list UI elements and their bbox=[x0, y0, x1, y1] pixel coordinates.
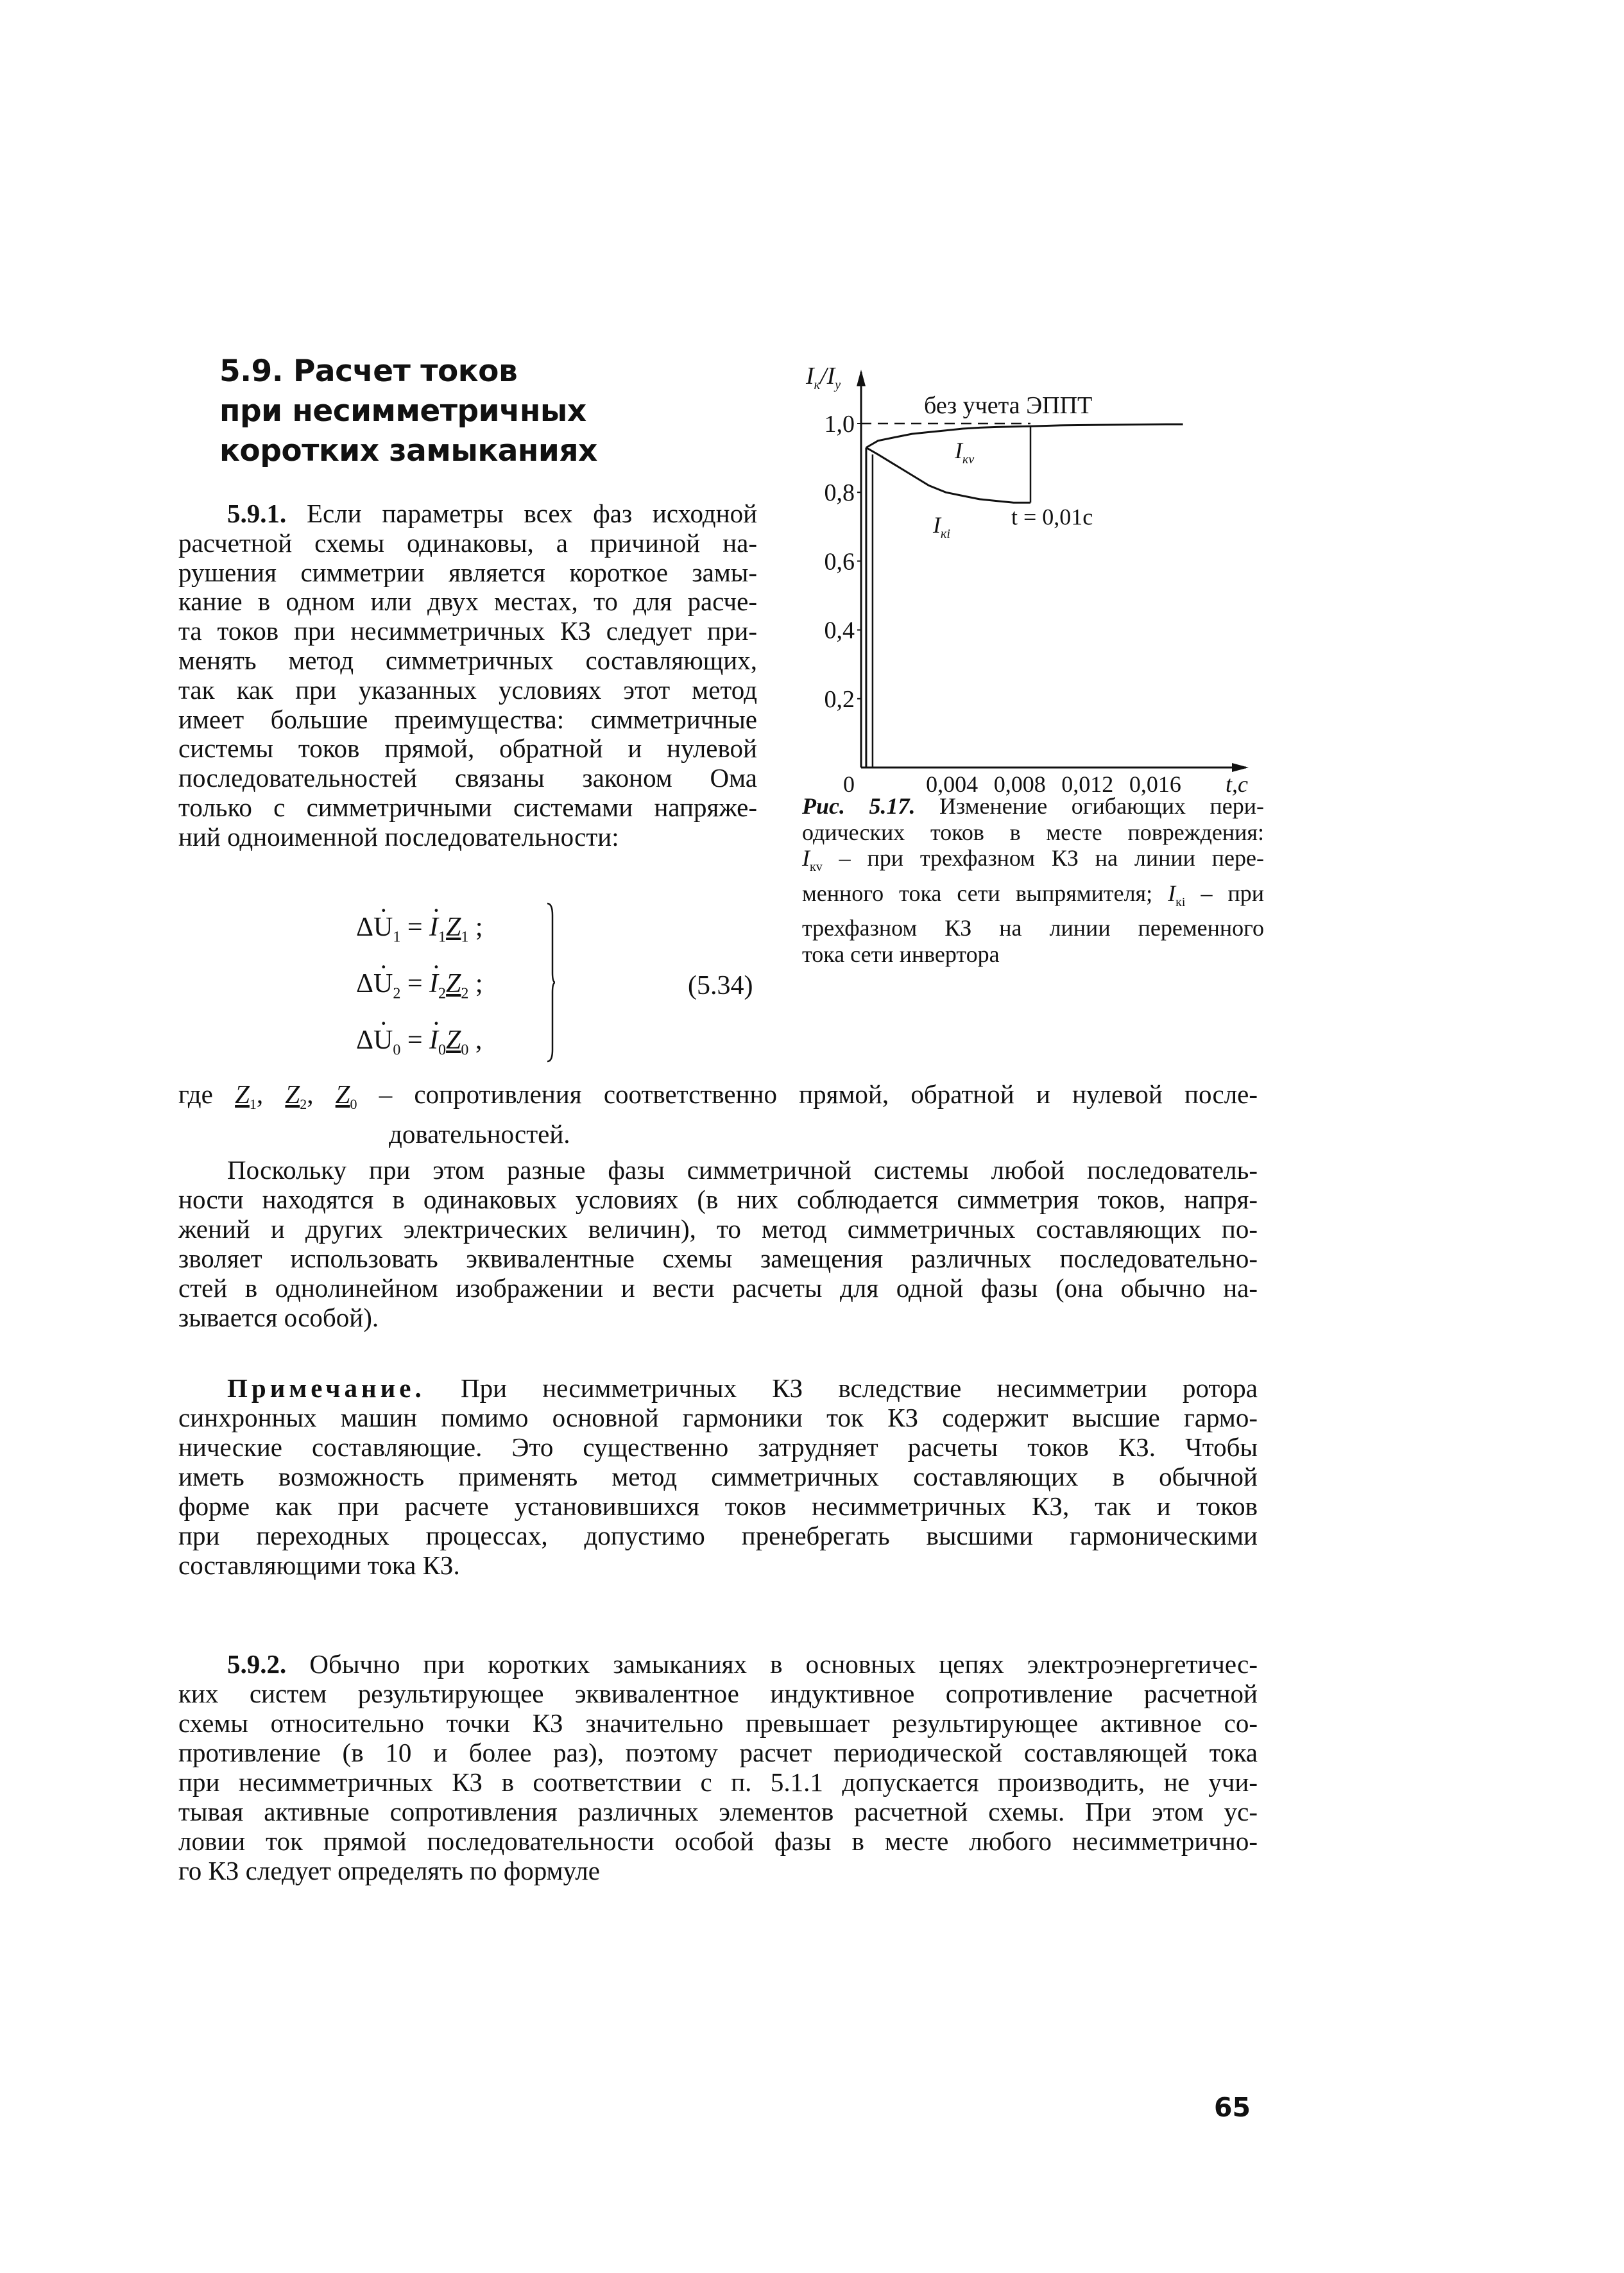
caption-line: тока сети инвертора bbox=[802, 941, 1000, 967]
paragraph-text: Если параметры всех фаз исходной bbox=[306, 499, 758, 528]
heading-line-2: при несимметричных bbox=[219, 393, 586, 429]
current-envelope-chart bbox=[789, 347, 1277, 796]
heading-line-3: коротких замыканиях bbox=[219, 433, 597, 468]
equation-line-3 bbox=[356, 1025, 482, 1065]
paragraph-line: синхронных машин помимо основной гармоники ток КЗ содержит высшие гармо- bbox=[178, 1403, 1258, 1432]
current-symbol: · I bbox=[429, 1025, 438, 1055]
note-paragraph bbox=[178, 1373, 1258, 1580]
paragraph-line bbox=[178, 1373, 1258, 1403]
voltage-symbol: · U bbox=[373, 1025, 393, 1055]
where-line-2: довательностей. bbox=[389, 1119, 570, 1149]
current-index: 0 bbox=[438, 1042, 447, 1059]
caption-line: трехфазном КЗ на линии переменного bbox=[802, 915, 1264, 941]
right-brace bbox=[546, 902, 555, 1063]
series-label-kv: $I_{кv}$ bbox=[955, 438, 975, 467]
paragraph-line: стей в однолинейном изображении и вести расчеты для одной фазы (она обычно на- bbox=[178, 1273, 1258, 1303]
separator: , bbox=[307, 1079, 336, 1109]
reference-label: без учета ЭППТ bbox=[924, 392, 1093, 419]
equation-end: ; bbox=[468, 913, 483, 942]
paragraph-line: противление (в 10 и более раз), поэтому расчет периодической составляющей тока bbox=[178, 1738, 1258, 1767]
paragraph-5-9-2 bbox=[178, 1649, 1258, 1885]
caption-text: Изменение огибающих пери- bbox=[915, 793, 1264, 819]
paragraph-line: ких систем результирующее эквивалентное индуктивное сопротивление расчетной bbox=[178, 1679, 1258, 1708]
impedance-index: 0 bbox=[350, 1096, 357, 1113]
paragraph-line: последовательностей связаны законом Ома bbox=[178, 763, 757, 793]
series-label-ki: $I_{кi}$ bbox=[933, 512, 950, 541]
voltage-index: 2 bbox=[393, 985, 401, 1002]
x-axis-label: t,c bbox=[1226, 771, 1248, 796]
y-axis-arrow bbox=[857, 370, 866, 386]
page-number: 65 bbox=[1214, 2092, 1251, 2123]
y-tick-label: 0,6 bbox=[824, 548, 855, 576]
equation-end: , bbox=[468, 1025, 483, 1055]
paragraph-line: Поскольку при этом разные фазы симметричной системы любой последователь- bbox=[227, 1155, 1258, 1185]
equals-sign: = bbox=[400, 969, 430, 999]
paragraph-since bbox=[178, 1155, 1258, 1332]
caption-label: Рис. 5.17. bbox=[802, 793, 916, 819]
impedance-index: 0 bbox=[461, 1042, 469, 1059]
where-clause bbox=[178, 1079, 1258, 1149]
paragraph-line: так как при указанных условиях этот метод bbox=[178, 674, 757, 705]
paragraph-line: только с симметричными системами напряже- bbox=[178, 792, 757, 822]
paragraph-line: рушения симметрии является короткое замы- bbox=[178, 557, 757, 587]
y-axis-label: $I_к/I_у$ bbox=[806, 363, 841, 392]
voltage-symbol: · U bbox=[373, 913, 393, 942]
caption-line bbox=[802, 880, 1264, 916]
paragraph-line bbox=[178, 499, 757, 529]
voltage-symbol: · U bbox=[373, 969, 393, 999]
y-tick-label: 0,4 bbox=[824, 617, 855, 644]
paragraph-line: системы токов прямой, обратной и нулевой bbox=[178, 733, 757, 764]
note-text: При несимметричных КЗ вследствие несимметрии ротора bbox=[460, 1373, 1258, 1403]
heading-line-1: 5.9. Расчет токов bbox=[219, 354, 518, 389]
x-tick-label: 0,008 bbox=[993, 771, 1046, 796]
caption-text: менного тока сети выпрямителя; bbox=[802, 880, 1168, 906]
marker-label: t = 0,01c bbox=[1011, 504, 1093, 530]
caption-symbol-sub: кi bbox=[1175, 895, 1186, 909]
paragraph-line: менять метод симметричных составляющих, bbox=[178, 645, 757, 675]
current-index: 1 bbox=[438, 929, 447, 946]
paragraph-number: 5.9.1. bbox=[227, 499, 287, 528]
where-line-1 bbox=[178, 1079, 1258, 1119]
paragraph-line: кание в одном или двух местах, то для расче- bbox=[178, 587, 757, 617]
delta-symbol: Δ bbox=[356, 969, 374, 999]
equation-end: ; bbox=[468, 969, 483, 999]
where-word: где bbox=[178, 1079, 213, 1109]
series-line-kv bbox=[866, 424, 1183, 447]
paragraph-line: го КЗ следует определять по формуле bbox=[178, 1856, 600, 1885]
x-tick-label: 0 bbox=[843, 771, 855, 796]
current-symbol: · I bbox=[429, 913, 438, 942]
impedance-symbol: Z bbox=[235, 1079, 250, 1109]
paragraph-line: та токов при несимметричных КЗ следует при- bbox=[178, 616, 757, 646]
caption-symbol: I bbox=[1168, 880, 1176, 906]
y-tick-label: 0,2 bbox=[824, 685, 855, 713]
impedance-symbol: Z bbox=[446, 1025, 461, 1055]
paragraph-line: при несимметричных КЗ в соответствии с п. 5.1.1 допускается производить, не учи- bbox=[178, 1767, 1258, 1797]
paragraph-line: иметь возможность применять метод симметричных составляющих в обычной bbox=[178, 1462, 1258, 1491]
caption-line: одических токов в месте повреждения: bbox=[802, 819, 1264, 845]
impedance-symbol: Z bbox=[335, 1079, 350, 1109]
paragraph-line: ности находятся в одинаковых условиях (в них соблюдается симметрия токов, напря- bbox=[178, 1185, 1258, 1214]
impedance-symbol: Z bbox=[446, 969, 461, 999]
paragraph-line: зывается особой). bbox=[178, 1303, 379, 1332]
paragraph-number: 5.9.2. bbox=[227, 1649, 287, 1679]
x-tick-label: 0,016 bbox=[1129, 771, 1181, 796]
paragraph-line: имеет большие преимущества: симметричные bbox=[178, 704, 757, 734]
delta-symbol: Δ bbox=[356, 1025, 374, 1055]
voltage-index: 1 bbox=[393, 929, 401, 946]
caption-text: – при bbox=[1185, 880, 1265, 906]
x-tick-label: 0,012 bbox=[1061, 771, 1114, 796]
delta-symbol: Δ bbox=[356, 913, 374, 942]
impedance-symbol: Z bbox=[285, 1079, 300, 1109]
y-tick-label: 1,0 bbox=[824, 411, 855, 438]
equals-sign: = bbox=[400, 913, 430, 942]
chart-canvas bbox=[789, 347, 1277, 796]
current-symbol: · I bbox=[429, 969, 438, 999]
caption-line bbox=[802, 845, 1264, 880]
impedance-index: 2 bbox=[461, 985, 469, 1002]
caption-symbol: I bbox=[802, 845, 810, 871]
paragraph-line: жений и других электрических величин), то метод симметричных составляющих по- bbox=[178, 1214, 1258, 1244]
note-label: Примечание. bbox=[227, 1373, 425, 1403]
paragraph-text: Обычно при коротких замыканиях в основных цепях электроэнергетичес- bbox=[309, 1649, 1258, 1679]
paragraph-line: тывая активные сопротивления различных элементов расчетной схемы. При этом ус- bbox=[178, 1797, 1258, 1826]
paragraph-line: форме как при расчете установившихся токов несимметричных КЗ, так и токов bbox=[178, 1491, 1258, 1521]
paragraph-5-9-1 bbox=[178, 499, 757, 852]
paragraph-line: при переходных процессах, допустимо пренебрегать высшими гармоническими bbox=[178, 1521, 1258, 1550]
paragraph-line: расчетной схемы одинаковы, а причиной на- bbox=[178, 528, 757, 558]
series-line-ki bbox=[866, 448, 1030, 503]
current-index: 2 bbox=[438, 985, 447, 1002]
impedance-symbol: Z bbox=[446, 913, 461, 942]
separator: , bbox=[256, 1079, 286, 1109]
caption-symbol-sub: кv bbox=[810, 860, 823, 875]
figure-caption bbox=[802, 793, 1264, 967]
caption-text: – при трехфазном КЗ на линии пере- bbox=[822, 845, 1264, 871]
paragraph-line bbox=[178, 1649, 1258, 1679]
paragraph-line: ловии ток прямой последовательности особой фазы в месте любого несимметрично- bbox=[178, 1826, 1258, 1856]
paragraph-line: зволяет использовать эквивалентные схемы замещения различных последовательно- bbox=[178, 1244, 1258, 1273]
x-tick-label: 0,004 bbox=[926, 771, 979, 796]
section-heading bbox=[219, 352, 784, 471]
equals-sign: = bbox=[400, 1025, 430, 1055]
paragraph-line: схемы относительно точки КЗ значительно превышает результирующее активное со- bbox=[178, 1708, 1258, 1738]
paragraph-line: нические составляющие. Это существенно затрудняет расчеты токов КЗ. Чтобы bbox=[178, 1432, 1258, 1462]
equation-line-1 bbox=[356, 913, 483, 952]
equation-number: (5.34) bbox=[688, 971, 753, 1000]
equation-line-2 bbox=[356, 969, 483, 1008]
where-text: – сопротивления соответственно прямой, обратной и нулевой после- bbox=[357, 1079, 1258, 1109]
y-tick-label: 0,8 bbox=[824, 479, 855, 507]
caption-line bbox=[802, 793, 1264, 819]
paragraph-line: ний одноименной последовательности: bbox=[178, 821, 619, 852]
voltage-index: 0 bbox=[393, 1042, 401, 1059]
impedance-index: 1 bbox=[249, 1096, 257, 1113]
impedance-index: 1 bbox=[461, 929, 469, 946]
paragraph-line: составляющими тока КЗ. bbox=[178, 1550, 460, 1580]
x-axis-arrow bbox=[1232, 763, 1249, 772]
impedance-index: 2 bbox=[300, 1096, 307, 1113]
